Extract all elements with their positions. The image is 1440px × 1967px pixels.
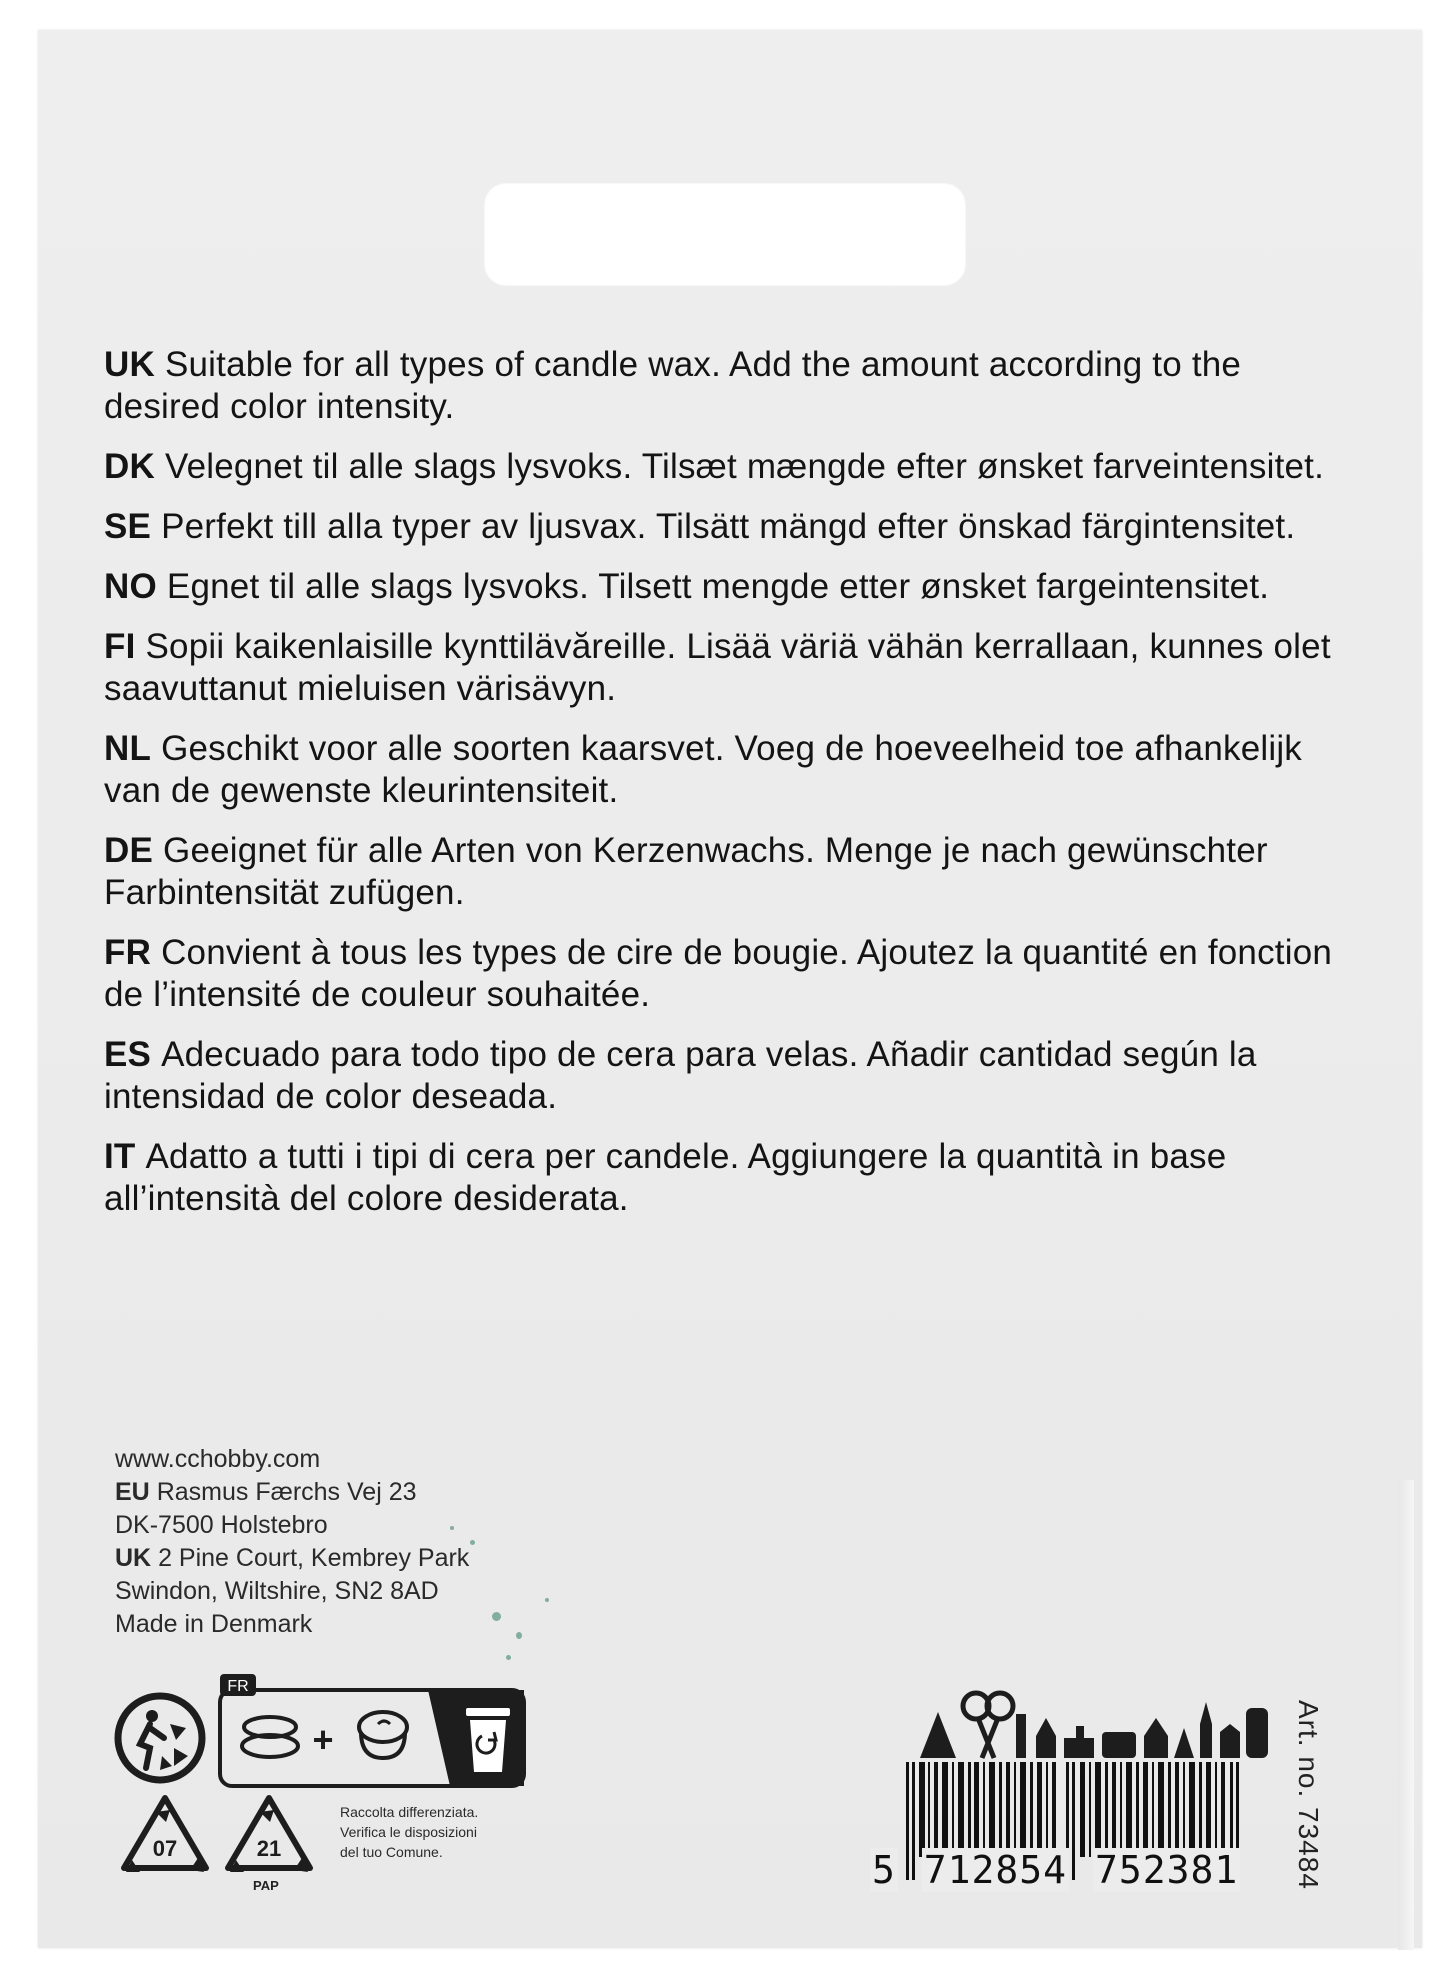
instruction-no: NO Egnet til alle slags lysvoks. Tilsett mengde etter ønsket fargeintensitet. (104, 567, 1270, 606)
card-edge (1398, 1480, 1414, 1950)
instructions (104, 344, 1344, 1238)
instruction-fi: FI Sopii kaikenlaisille kynttilävăreille. Lisää väriä vähän kerrallaan, kunnes olet saavuttanut mieluisen värisävyn. (104, 627, 1331, 708)
ean-group1: 712854 (923, 1848, 1068, 1892)
raccolta-line1: Raccolta differenziata. (340, 1804, 479, 1820)
triman-icon (110, 1688, 210, 1788)
panel-label: FR (227, 1678, 249, 1695)
pap-label: PAP (253, 1878, 279, 1893)
ink-speck (450, 1526, 454, 1530)
article-number: Art. no. 73484 (1293, 1700, 1324, 1890)
recycling-info-panel (218, 1672, 528, 1790)
raccolta-line3: del tuo Comune. (340, 1844, 443, 1860)
ink-speck (506, 1655, 511, 1660)
website: www.cchobby.com (115, 1445, 321, 1473)
ean-first-digit: 5 (872, 1848, 896, 1892)
recycle-code-07: 07 (152, 1836, 178, 1861)
instruction-nl: NL Geschikt voor alle soorten kaarsvet. Voeg de hoeveelheid toe afhankelijk van de gewenste kleurintensiteit. (104, 729, 1302, 810)
ink-speck (516, 1632, 522, 1639)
recycle-code-21: 21 (256, 1836, 282, 1861)
company-address (115, 1443, 635, 1641)
instruction-se: SE Perfekt till alla typer av ljusvax. Tilsätt mängd efter önskad färgintensitet. (104, 507, 1296, 546)
instruction-es: ES Adecuado para todo tipo de cera para velas. Añadir cantidad según la intensidad de color deseada. (104, 1035, 1257, 1116)
made-in: Made in Denmark (115, 1610, 313, 1638)
instruction-uk: UK Suitable for all types of candle wax. Add the amount according to the desired color intensity. (104, 345, 1242, 426)
ink-speck (545, 1598, 549, 1602)
uk-address-line1: UK 2 Pine Court, Kembrey Park (115, 1544, 470, 1572)
ean-group2: 752381 (1094, 1848, 1239, 1892)
ean-number (870, 1850, 1270, 1890)
hang-hole (484, 183, 966, 286)
uk-address-line2: Swindon, Wiltshire, SN2 8AD (115, 1577, 439, 1605)
recycling-info-graphic (218, 1672, 528, 1790)
ink-speck (470, 1540, 475, 1545)
instruction-de: DE Geeignet für alle Arten von Kerzenwachs. Menge je nach gewünschter Farbintensität zufügen. (104, 831, 1268, 912)
ink-speck (492, 1612, 501, 1621)
recycle-07-icon (112, 1788, 218, 1888)
instruction-it: IT Adatto a tutti i tipi di cera per candele. Aggiungere la quantità in base all’intensità del colore desiderata. (104, 1137, 1227, 1218)
eu-address-line1: EU Rasmus Færchs Vej 23 (115, 1478, 417, 1506)
plus-sign: + (312, 1719, 334, 1760)
raccolta-note (340, 1802, 540, 1862)
raccolta-line2: Verifica le disposizioni (340, 1824, 477, 1840)
recycle-21-icon (216, 1788, 322, 1888)
eu-address-line2: DK-7500 Holstebro (115, 1511, 328, 1539)
instruction-fr: FR Convient à tous les types de cire de bougie. Ajoutez la quantité en fonction de l’intensité de couleur souhaitée. (104, 933, 1333, 1014)
instruction-dk: DK Velegnet til alle slags lysvoks. Tilsæt mængde efter ønsket farveintensitet. (104, 447, 1325, 486)
craft-tools-silhouette-icon (916, 1688, 1272, 1760)
